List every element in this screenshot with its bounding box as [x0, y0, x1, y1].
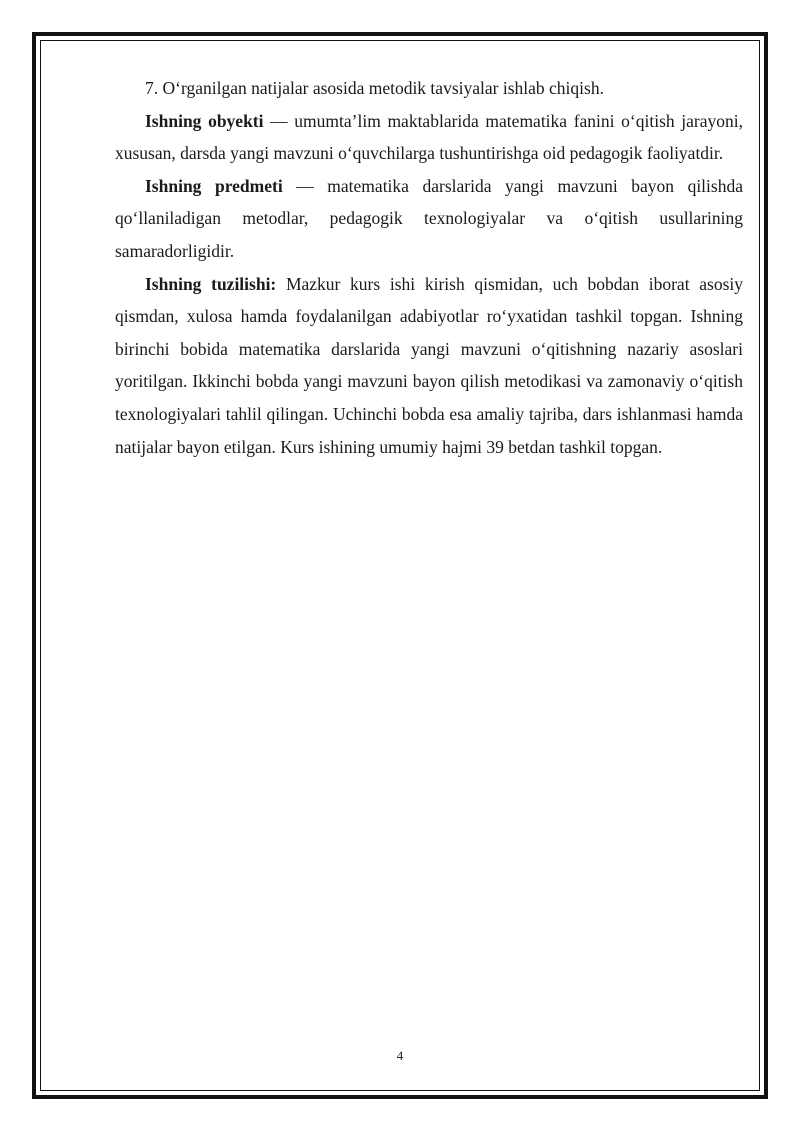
paragraph-object [115, 105, 743, 170]
paragraph-text: — umumta’lim maktablarida matematika fanini o‘qitish jarayoni, xususan, darsda yangi mavzuni o‘quvchilarga tushuntirishga oid pedagogik faoliyatdir. [115, 110, 743, 164]
paragraph-task-7 [115, 72, 743, 105]
paragraph-lead: Ishning predmeti [145, 175, 283, 196]
page-number: 4 [396, 1048, 404, 1063]
paragraph-structure [115, 268, 743, 464]
paragraph-lead: Ishning tuzilishi: [145, 273, 277, 294]
paragraph-text: Mazkur kurs ishi kirish qismidan, uch bobdan iborat asosiy qismdan, xulosa hamda foydalanilgan adabiyotlar ro‘yxatidan tashkil topgan. Ishning birinchi bobida matematika darslarida yangi mavzuni o‘qitishning nazariy asoslari yoritilgan. Ikkinchi bobda yangi mavzuni bayon qilish metodikasi va zamonaviy o‘qitish texnologiyalari tahlil qilingan. Uchinchi bobda esa amaliy tajriba, dars ishlanmasi hamda natijalar bayon etilgan. Kurs ishining umumiy hajmi 39 betdan tashkil topgan. [115, 273, 743, 457]
paragraph-lead: Ishning obyekti [145, 110, 264, 131]
paragraph-subject [115, 170, 743, 268]
paragraph-text: — matematika darslarida yangi mavzuni bayon qilishda qo‘llaniladigan metodlar, pedagogik texnologiyalar va o‘qitish usullarining samaradorligidir. [115, 175, 743, 261]
paragraph-text: 7. O‘rganilgan natijalar asosida metodik tavsiyalar ishlab chiqish. [145, 78, 604, 98]
document-body [115, 72, 743, 463]
